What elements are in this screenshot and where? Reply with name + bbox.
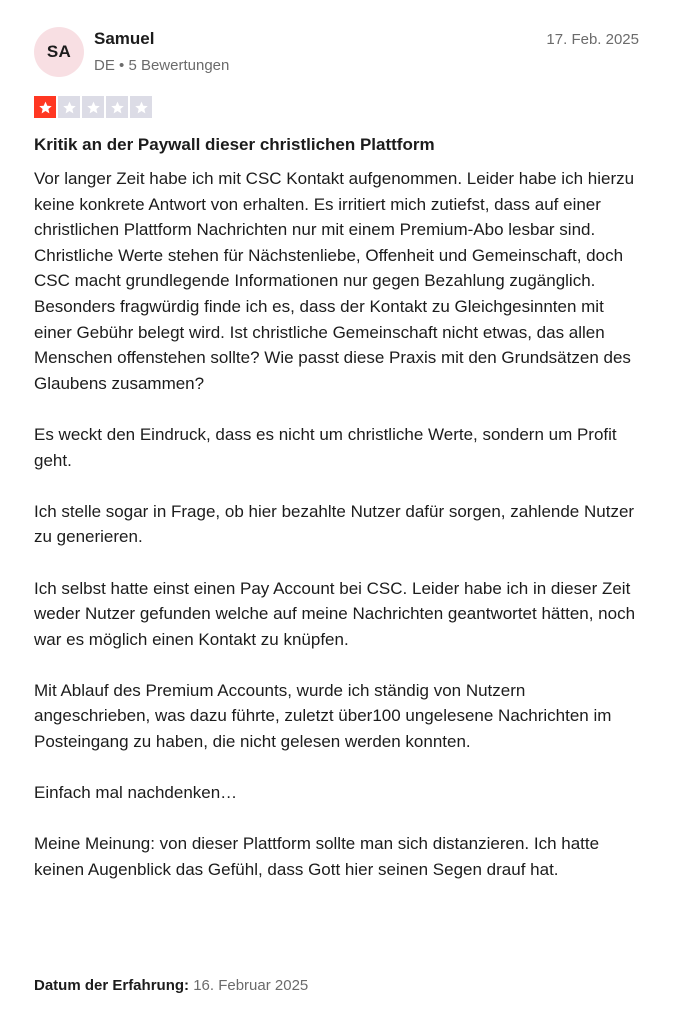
experience-date-value: 16. Februar 2025	[193, 977, 309, 994]
review-paragraph: Vor langer Zeit habe ich mit CSC Kontakt aufgenommen. Leider habe ich hierzu keine konkrete Antwort von erhalten. Es irritiert mich zutiefst, dass auf einer christlichen Plattform Nachrichten nur mit einem Premium-Abo lesbar sind. Christliche Werte stehen für Nächstenliebe, Offenheit und Gemeinschaft, doch CSC macht grundlegende Informationen nur gegen Bezahlung zugänglich. Besonders fragwürdig finde ich es, dass der Kontakt zu Gleichgesinnten mit einer Gebühr belegt wird. Ist christliche Gemeinschaft nicht etwas, das allen Menschen offenstehen sollte? Wie passt diese Praxis mit den Grundsätzen des Glaubens zusammen?	[34, 169, 635, 393]
review-paragraph: Ich selbst hatte einst einen Pay Account bei CSC. Leider habe ich in dieser Zeit weder Nutzer gefunden welche auf meine Nachrichten geantwortet hätten, noch war es möglich einen Kontakt zu knüpfen.	[34, 578, 636, 649]
review-paragraph: Meine Meinung: von dieser Plattform sollte man sich distanzieren. Ich hatte keinen Augenblick das Gefühl, dass Gott hier seinen Segen drauf hat.	[34, 834, 600, 880]
reviewer-meta	[94, 57, 229, 74]
reviewer-country: DE	[94, 57, 115, 74]
star-empty-icon	[130, 96, 152, 118]
star-filled-icon	[34, 96, 56, 118]
review-date: 17. Feb. 2025	[546, 31, 639, 48]
experience-date-label: Datum der Erfahrung:	[34, 977, 190, 994]
reviewer-name[interactable]: Samuel	[94, 29, 155, 48]
experience-date	[34, 977, 308, 994]
star-empty-icon	[82, 96, 104, 118]
review-body	[34, 166, 646, 883]
avatar[interactable]	[34, 27, 84, 77]
avatar-initials: SA	[46, 42, 72, 61]
star-rating	[34, 96, 152, 118]
star-empty-icon	[106, 96, 128, 118]
meta-separator: •	[119, 57, 125, 74]
review-paragraph: Mit Ablauf des Premium Accounts, wurde ich ständig von Nutzern angeschrieben, was dazu führte, zuletzt über100 ungelesene Nachrichten im Posteingang zu haben, die nicht gelesen werden konnten.	[34, 680, 612, 752]
review-title[interactable]: Kritik an der Paywall dieser christlichen Plattform	[34, 135, 435, 154]
star-empty-icon	[58, 96, 80, 118]
review-paragraph: Es weckt den Eindruck, dass es nicht um christliche Werte, sondern um Profit geht.	[34, 424, 617, 470]
review-paragraph: Ich stelle sogar in Frage, ob hier bezahlte Nutzer dafür sorgen, zahlende Nutzer zu generieren.	[34, 501, 635, 547]
review-paragraph: Einfach mal nachdenken…	[34, 783, 238, 803]
reviewer-review-count: 5 Bewertungen	[128, 57, 230, 74]
